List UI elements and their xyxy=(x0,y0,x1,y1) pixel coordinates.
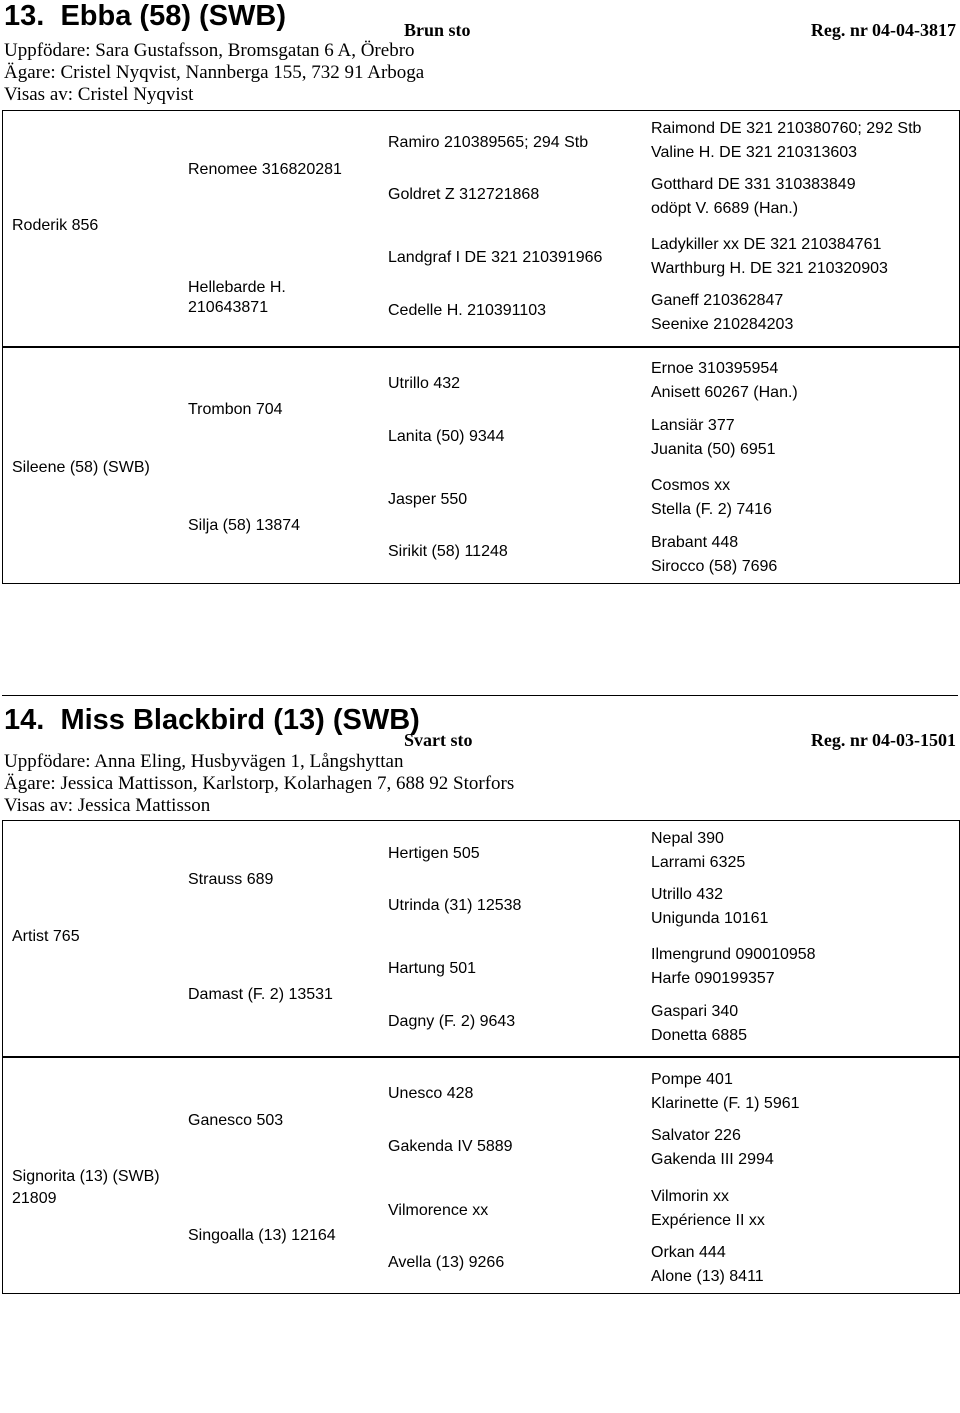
sire-gen4: Seenixe 210284203 xyxy=(651,316,794,333)
sire-gen4: Warthburg H. DE 321 210320903 xyxy=(651,260,888,277)
entry-title xyxy=(4,704,420,737)
dam-gen4: Sirocco (58) 7696 xyxy=(651,558,778,575)
horse-name: Miss Blackbird (13) (SWB) xyxy=(60,704,420,736)
sire-gen3: Goldret Z 312721868 xyxy=(388,186,540,203)
dam-gen4: Stella (F. 2) 7416 xyxy=(651,501,772,518)
registration-number: Reg. nr 04-04-3817 xyxy=(810,20,956,40)
sire-gen3: Dagny (F. 2) 9643 xyxy=(388,1013,516,1030)
dam-gen4: Alone (13) 8411 xyxy=(651,1268,764,1285)
sire-gen3: Hertigen 505 xyxy=(388,845,480,862)
horse-name: Ebba (58) (SWB) xyxy=(60,0,287,32)
sire-gen2: Damast (F. 2) 13531 xyxy=(188,986,333,1003)
sire-gen4: Donetta 6885 xyxy=(651,1027,748,1044)
dam-gen3: Vilmorence xx xyxy=(388,1202,489,1219)
dam-gen2: Trombon 704 xyxy=(188,401,283,418)
breeder: Uppfödare: Anna Eling, Husbyvägen 1, Långshyttan xyxy=(4,751,404,772)
sire-gen3: Landgraf I DE 321 210391966 xyxy=(388,249,603,266)
dam-gen3: Utrillo 432 xyxy=(388,375,461,392)
dam-gen3: Unesco 428 xyxy=(388,1085,474,1102)
horse-color: Svart sto xyxy=(404,730,473,750)
dam-gen2: Ganesco 503 xyxy=(188,1112,284,1129)
shown-by: Visas av: Jessica Mattisson xyxy=(4,795,211,816)
dam-gen4: Gakenda III 2994 xyxy=(651,1151,774,1168)
sire-gen4: Gotthard DE 331 310383849 xyxy=(651,176,856,193)
sire-gen4: Valine H. DE 321 210313603 xyxy=(651,144,858,161)
sire-gen3: Hartung 501 xyxy=(388,960,477,977)
sire-gen4: Nepal 390 xyxy=(651,830,724,847)
sire-gen4: Ilmengrund 090010958 xyxy=(651,946,816,963)
sire-gen4: Unigunda 10161 xyxy=(651,910,769,927)
dam-gen4: Klarinette (F. 1) 5961 xyxy=(651,1095,800,1112)
sire-gen3: Utrinda (31) 12538 xyxy=(388,897,522,914)
entry-divider xyxy=(2,695,958,696)
dam-gen4: Anisett 60267 (Han.) xyxy=(651,384,798,401)
dam-gen4: Pompe 401 xyxy=(651,1071,733,1088)
dam-gen2: Silja (58) 13874 xyxy=(188,517,301,534)
dam-gen4: Salvator 226 xyxy=(651,1127,741,1144)
dam-gen3: Jasper 550 xyxy=(388,491,468,508)
registration-number: Reg. nr 04-03-1501 xyxy=(810,730,956,750)
dam: Sileene (58) (SWB) xyxy=(12,459,150,476)
entry-title xyxy=(4,0,286,33)
sire-gen4: Ganeff 210362847 xyxy=(651,292,784,309)
sire-gen3: Ramiro 210389565; 294 Stb xyxy=(388,134,589,151)
sire-gen2: Strauss 689 xyxy=(188,871,274,888)
sire: Artist 765 xyxy=(12,928,80,945)
sire-gen4: Raimond DE 321 210380760; 292 Stb xyxy=(651,120,922,137)
dam-gen4: Vilmorin xx xyxy=(651,1188,729,1205)
dam-gen4: Brabant 448 xyxy=(651,534,739,551)
owner: Ägare: Jessica Mattisson, Karlstorp, Kolarhagen 7, 688 92 Storfors xyxy=(4,773,515,794)
owner: Ägare: Cristel Nyqvist, Nannberga 155, 732 91 Arboga xyxy=(4,62,425,83)
sire-gen4: Gaspari 340 xyxy=(651,1003,739,1020)
sire-gen4: Ladykiller xx DE 321 210384761 xyxy=(651,236,882,253)
dam-gen3: Lanita (50) 9344 xyxy=(388,428,505,445)
sire-gen4: Larrami 6325 xyxy=(651,854,746,871)
entry-number: 14. xyxy=(4,704,45,736)
dam-gen3: Avella (13) 9266 xyxy=(388,1254,505,1271)
dam-gen3: Gakenda IV 5889 xyxy=(388,1138,513,1155)
sire-gen3: Cedelle H. 210391103 xyxy=(388,302,547,319)
sire-gen2: Renomee 316820281 xyxy=(188,161,342,178)
sire-gen4: Harfe 090199357 xyxy=(651,970,775,987)
breeder: Uppfödare: Sara Gustafsson, Bromsgatan 6 A, Örebro xyxy=(4,40,415,61)
shown-by: Visas av: Cristel Nyqvist xyxy=(4,84,194,105)
dam-gen4: Juanita (50) 6951 xyxy=(651,441,776,458)
sire-gen4: odöpt V. 6689 (Han.) xyxy=(651,200,799,217)
dam-gen3: Sirikit (58) 11248 xyxy=(388,543,508,560)
dam-gen4: Ernoe 310395954 xyxy=(651,360,779,377)
horse-color: Brun sto xyxy=(404,20,471,40)
dam: Signorita (13) (SWB) 21809 xyxy=(12,1168,160,1207)
sire-gen4: Utrillo 432 xyxy=(651,886,724,903)
dam-gen2: Singoalla (13) 12164 xyxy=(188,1227,336,1244)
sire-gen2: Hellebarde H. 210643871 xyxy=(188,279,286,316)
dam-gen4: Expérience II xx xyxy=(651,1212,765,1229)
dam-gen4: Lansiär 377 xyxy=(651,417,735,434)
dam-gen4: Orkan 444 xyxy=(651,1244,726,1261)
dam-gen4: Cosmos xx xyxy=(651,477,731,494)
entry-number: 13. xyxy=(4,0,45,32)
sire: Roderik 856 xyxy=(12,217,99,234)
